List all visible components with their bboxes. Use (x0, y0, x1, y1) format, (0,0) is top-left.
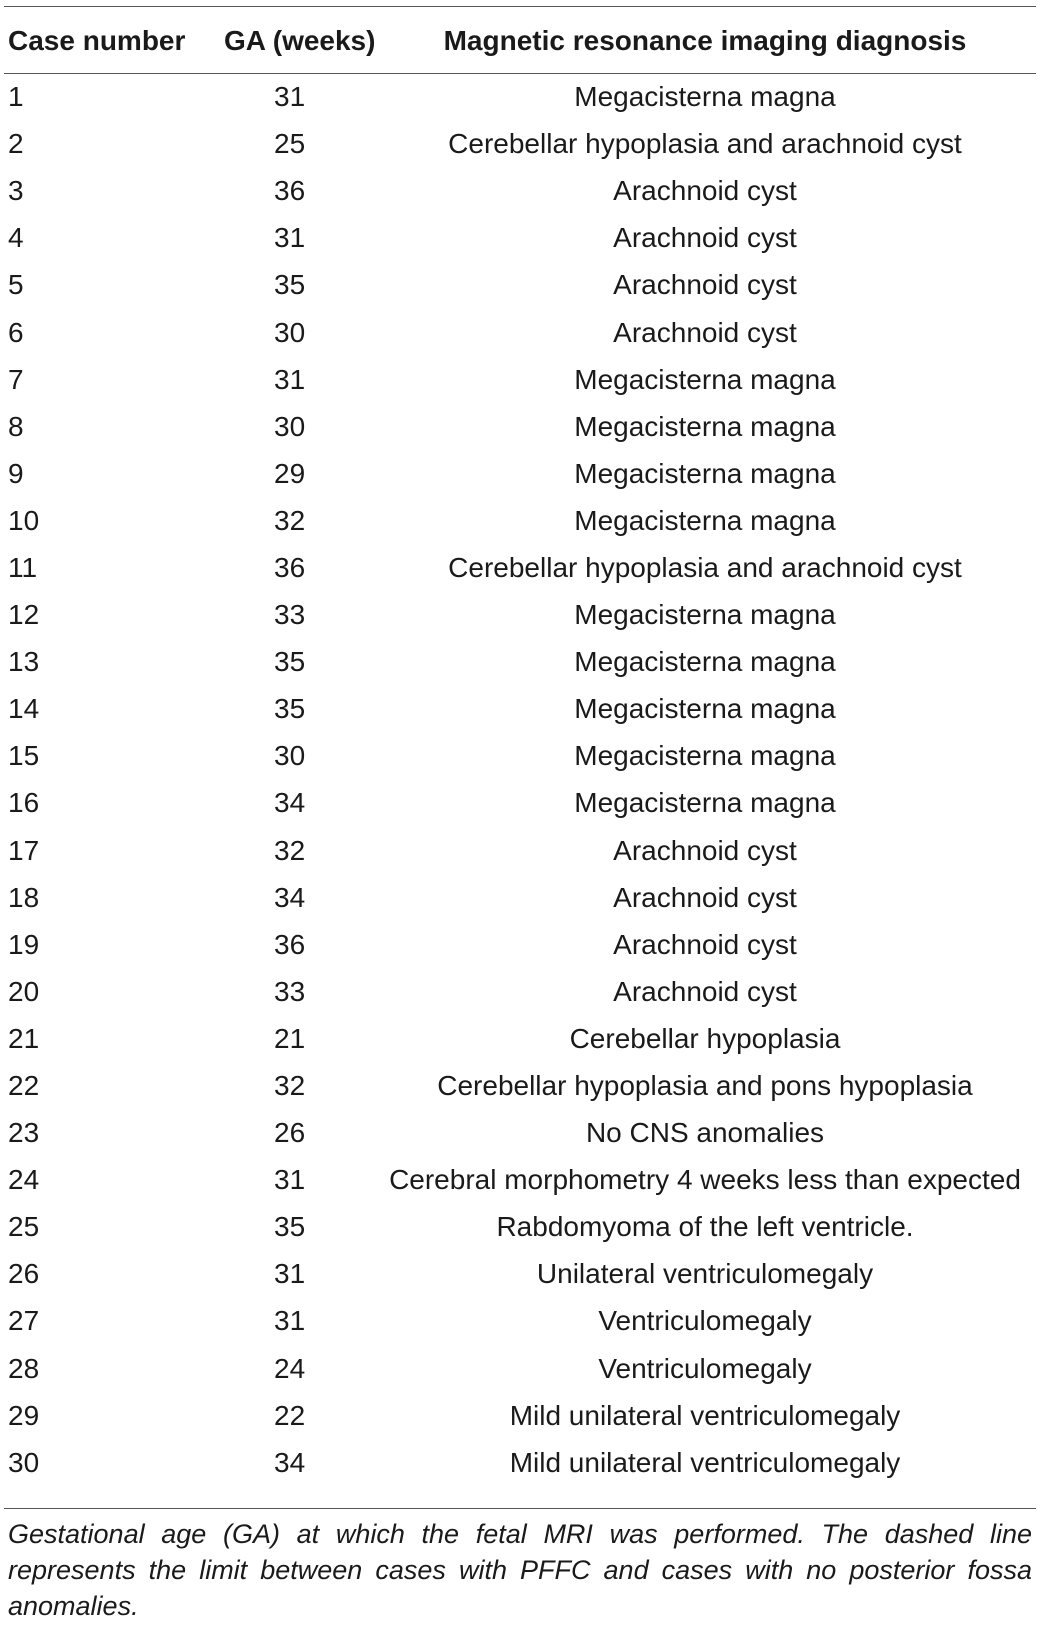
table-row (4, 779, 1036, 826)
cell-diagnosis: Megacisterna magna (574, 363, 836, 395)
table-row (4, 544, 1036, 591)
cell-diagnosis: Arachnoid cyst (613, 222, 797, 254)
cell-ga-weeks: 36 (274, 551, 306, 583)
cell-ga-weeks: 31 (274, 1164, 306, 1196)
cell-ga-weeks: 34 (274, 1446, 306, 1478)
cell-ga-weeks: 31 (274, 1258, 306, 1290)
table-row (4, 1392, 1036, 1439)
cell-case-number: 7 (8, 363, 24, 395)
table-row (4, 1297, 1036, 1344)
table-row (4, 1345, 1036, 1392)
cell-ga-weeks: 34 (274, 881, 306, 913)
table-row (4, 732, 1036, 779)
cell-diagnosis: Arachnoid cyst (613, 975, 797, 1007)
cell-case-number: 23 (8, 1117, 40, 1149)
cell-diagnosis: Mild unilateral ventriculomegaly (509, 1399, 901, 1431)
cell-case-number: 5 (8, 269, 24, 301)
cell-ga-weeks: 35 (274, 646, 306, 678)
cell-diagnosis: Megacisterna magna (574, 504, 836, 536)
cell-case-number: 17 (8, 834, 40, 866)
cell-diagnosis: Megacisterna magna (574, 81, 836, 113)
cell-ga-weeks: 32 (274, 1070, 306, 1102)
cell-diagnosis: Cerebellar hypoplasia and arachnoid cyst (448, 551, 962, 583)
cell-diagnosis: Megacisterna magna (574, 740, 836, 772)
cell-case-number: 29 (8, 1399, 40, 1431)
cell-ga-weeks: 30 (274, 316, 306, 348)
table-top-rule (4, 6, 1036, 7)
cell-ga-weeks: 32 (274, 834, 306, 866)
cell-ga-weeks: 21 (274, 1022, 306, 1054)
cell-case-number: 28 (8, 1352, 40, 1384)
table-row (4, 497, 1036, 544)
cell-case-number: 2 (8, 128, 24, 160)
cell-diagnosis: Megacisterna magna (574, 410, 836, 442)
table-row (4, 261, 1036, 308)
header-mri-diagnosis: Magnetic resonance imaging diagnosis (443, 24, 967, 56)
cell-case-number: 26 (8, 1258, 40, 1290)
cell-case-number: 24 (8, 1164, 40, 1196)
cell-ga-weeks: 29 (274, 457, 306, 489)
cell-diagnosis: Cerebellar hypoplasia and pons hypoplasia (437, 1070, 973, 1102)
cell-case-number: 4 (8, 222, 24, 254)
table-row (4, 591, 1036, 638)
cell-diagnosis: Arachnoid cyst (613, 928, 797, 960)
cell-diagnosis: Ventriculomegaly (598, 1305, 812, 1337)
cell-case-number: 16 (8, 787, 40, 819)
cell-case-number: 10 (8, 504, 40, 536)
cell-diagnosis: Cerebellar hypoplasia (569, 1022, 841, 1054)
table-row (4, 403, 1036, 450)
cell-case-number: 12 (8, 599, 40, 631)
table-row (4, 1109, 1036, 1156)
cell-ga-weeks: 31 (274, 81, 306, 113)
cell-case-number: 9 (8, 457, 24, 489)
table-bottom-rule (4, 1508, 1036, 1509)
cell-diagnosis: Arachnoid cyst (613, 834, 797, 866)
cell-ga-weeks: 36 (274, 175, 306, 207)
cell-diagnosis: Arachnoid cyst (613, 269, 797, 301)
cell-ga-weeks: 22 (274, 1399, 306, 1431)
diagnosis-table (4, 8, 1036, 1486)
cell-ga-weeks: 36 (274, 928, 306, 960)
cell-ga-weeks: 35 (274, 693, 306, 725)
table-row (4, 874, 1036, 921)
table-body (4, 73, 1036, 1486)
table-header-row (4, 8, 1036, 73)
cell-diagnosis: Megacisterna magna (574, 646, 836, 678)
cell-ga-weeks: 32 (274, 504, 306, 536)
cell-ga-weeks: 31 (274, 222, 306, 254)
cell-case-number: 1 (8, 81, 24, 113)
table-row (4, 1015, 1036, 1062)
cell-diagnosis: Arachnoid cyst (613, 316, 797, 348)
cell-diagnosis: Cerebral morphometry 4 weeks less than expected (389, 1164, 1021, 1196)
cell-case-number: 22 (8, 1070, 40, 1102)
table-row (4, 827, 1036, 874)
cell-ga-weeks: 31 (274, 363, 306, 395)
cell-case-number: 6 (8, 316, 24, 348)
cell-case-number: 13 (8, 646, 40, 678)
cell-diagnosis: Arachnoid cyst (613, 881, 797, 913)
cell-ga-weeks: 35 (274, 269, 306, 301)
table-row (4, 214, 1036, 261)
cell-diagnosis: Megacisterna magna (574, 457, 836, 489)
table-row (4, 73, 1036, 120)
cell-case-number: 27 (8, 1305, 40, 1337)
header-case-number: Case number (8, 24, 186, 56)
table-footnote: Gestational age (GA) at which the fetal MRI was performed. The dashed line represents the limit between cases with PFFC and cases with no posterior fossa anomalies. (8, 1519, 1032, 1621)
cell-ga-weeks: 33 (274, 975, 306, 1007)
table-row (4, 1203, 1036, 1250)
cell-ga-weeks: 25 (274, 128, 306, 160)
cell-ga-weeks: 30 (274, 410, 306, 442)
cell-diagnosis: Megacisterna magna (574, 599, 836, 631)
cell-case-number: 19 (8, 928, 40, 960)
cell-case-number: 3 (8, 175, 24, 207)
cell-case-number: 30 (8, 1446, 40, 1478)
cell-diagnosis: Megacisterna magna (574, 693, 836, 725)
table-row (4, 450, 1036, 497)
cell-ga-weeks: 34 (274, 787, 306, 819)
table-row (4, 1156, 1036, 1203)
cell-case-number: 8 (8, 410, 24, 442)
cell-case-number: 25 (8, 1211, 40, 1243)
cell-case-number: 21 (8, 1022, 40, 1054)
cell-diagnosis: Ventriculomegaly (598, 1352, 812, 1384)
table-row (4, 356, 1036, 403)
cell-diagnosis: No CNS anomalies (585, 1117, 825, 1149)
table-row (4, 120, 1036, 167)
table-row (4, 308, 1036, 355)
cell-diagnosis: Cerebellar hypoplasia and arachnoid cyst (448, 128, 962, 160)
cell-case-number: 15 (8, 740, 40, 772)
table-row (4, 638, 1036, 685)
cell-diagnosis: Unilateral ventriculomegaly (536, 1258, 874, 1290)
table-row (4, 167, 1036, 214)
cell-case-number: 20 (8, 975, 40, 1007)
cell-ga-weeks: 35 (274, 1211, 306, 1243)
table-row (4, 1439, 1036, 1486)
cell-case-number: 18 (8, 881, 40, 913)
table-row (4, 1062, 1036, 1109)
cell-ga-weeks: 33 (274, 599, 306, 631)
header-ga-weeks: GA (weeks) (224, 24, 376, 56)
cell-diagnosis: Mild unilateral ventriculomegaly (509, 1446, 901, 1478)
cell-diagnosis: Megacisterna magna (574, 787, 836, 819)
table-row (4, 685, 1036, 732)
cell-ga-weeks: 30 (274, 740, 306, 772)
cell-diagnosis: Rabdomyoma of the left ventricle. (496, 1211, 914, 1243)
table-row (4, 921, 1036, 968)
cell-ga-weeks: 24 (274, 1352, 306, 1384)
cell-diagnosis: Arachnoid cyst (613, 175, 797, 207)
cell-case-number: 14 (8, 693, 40, 725)
cell-ga-weeks: 26 (274, 1117, 306, 1149)
cell-case-number: 11 (8, 551, 38, 583)
cell-ga-weeks: 31 (274, 1305, 306, 1337)
table-row (4, 1250, 1036, 1297)
table-row (4, 968, 1036, 1015)
